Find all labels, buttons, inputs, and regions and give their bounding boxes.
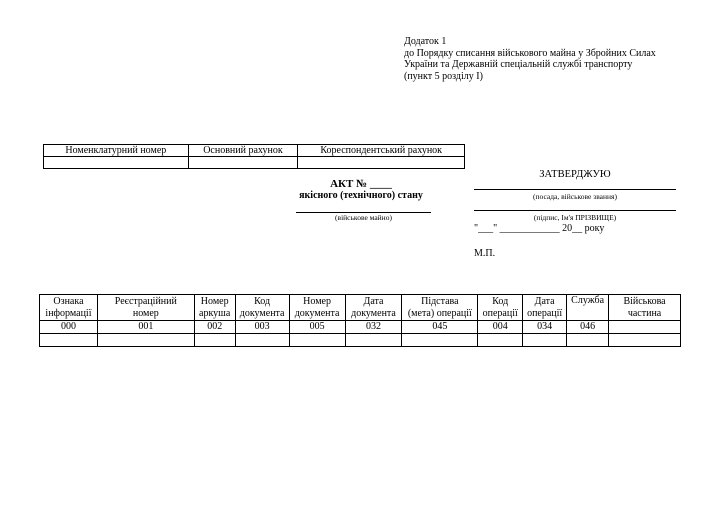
nomenclature-number-cell[interactable] bbox=[44, 157, 189, 169]
code-cell: 046 bbox=[567, 321, 609, 334]
appendix-line: до Порядку списання військового майна у Збройних Силах bbox=[404, 47, 656, 59]
main-table bbox=[39, 294, 681, 347]
property-caption: (військове майно) bbox=[335, 213, 392, 222]
correspondent-account-cell[interactable] bbox=[298, 157, 465, 169]
appendix-line: (пункт 5 розділу I) bbox=[404, 70, 483, 82]
accounts-table bbox=[43, 144, 465, 169]
position-line[interactable] bbox=[474, 189, 676, 190]
header-operation-basis: Підстава (мета) операції bbox=[402, 295, 478, 321]
appendix-line: Додаток 1 bbox=[404, 36, 447, 47]
code-cell: 004 bbox=[478, 321, 523, 334]
signature-line[interactable] bbox=[474, 210, 676, 211]
appendix-note bbox=[404, 36, 656, 82]
code-cell: 034 bbox=[523, 321, 567, 334]
data-cell[interactable] bbox=[289, 334, 345, 347]
header-info-sign: Ознака інформації bbox=[40, 295, 98, 321]
act-subtitle: якісного (технічного) стану bbox=[299, 190, 423, 201]
appendix-line: України та Державній спеціальній службі транспорту bbox=[404, 59, 633, 71]
signature-caption: (підпис, Ім'я ПРІЗВИЩЕ) bbox=[533, 213, 617, 222]
data-cell[interactable] bbox=[567, 334, 609, 347]
data-cell[interactable] bbox=[40, 334, 98, 347]
act-title-block bbox=[268, 178, 454, 202]
header-correspondent-account: Кореспондентський рахунок bbox=[298, 145, 465, 157]
main-account-cell[interactable] bbox=[188, 157, 298, 169]
data-cell[interactable] bbox=[235, 334, 289, 347]
data-cell[interactable] bbox=[609, 334, 681, 347]
header-document-date: Дата документа bbox=[345, 295, 402, 321]
header-service: Служба bbox=[567, 295, 609, 321]
header-operation-code: Код операції bbox=[478, 295, 523, 321]
data-cell[interactable] bbox=[345, 334, 402, 347]
header-registration-number: Реєстраційний номер bbox=[97, 295, 194, 321]
header-military-unit: Військова частина bbox=[609, 295, 681, 321]
data-cell[interactable] bbox=[523, 334, 567, 347]
approval-date[interactable]: "___" ____________ 20__ року bbox=[474, 223, 605, 234]
code-cell: 032 bbox=[345, 321, 402, 334]
approval-heading: ЗАТВЕРДЖУЮ bbox=[539, 169, 611, 180]
code-cell: 005 bbox=[289, 321, 345, 334]
data-cell[interactable] bbox=[97, 334, 194, 347]
approval-block bbox=[474, 169, 676, 260]
header-document-code: Код документа bbox=[235, 295, 289, 321]
data-cell[interactable] bbox=[194, 334, 235, 347]
header-sheet-number: Номер аркуша bbox=[194, 295, 235, 321]
stamp-place: М.П. bbox=[474, 248, 496, 259]
act-title: АКТ № ____ bbox=[330, 178, 392, 190]
code-cell: 001 bbox=[97, 321, 194, 334]
code-cell: 002 bbox=[194, 321, 235, 334]
code-cell: 000 bbox=[40, 321, 98, 334]
data-cell[interactable] bbox=[478, 334, 523, 347]
data-cell[interactable] bbox=[402, 334, 478, 347]
position-caption: (посада, військове звання) bbox=[533, 192, 617, 201]
header-operation-date: Дата операції bbox=[523, 295, 567, 321]
header-main-account: Основний рахунок bbox=[188, 145, 298, 157]
code-cell: 045 bbox=[402, 321, 478, 334]
header-nomenclature-number: Номенклатурний номер bbox=[44, 145, 189, 157]
code-cell bbox=[609, 321, 681, 334]
header-document-number: Номер документа bbox=[289, 295, 345, 321]
code-cell: 003 bbox=[235, 321, 289, 334]
